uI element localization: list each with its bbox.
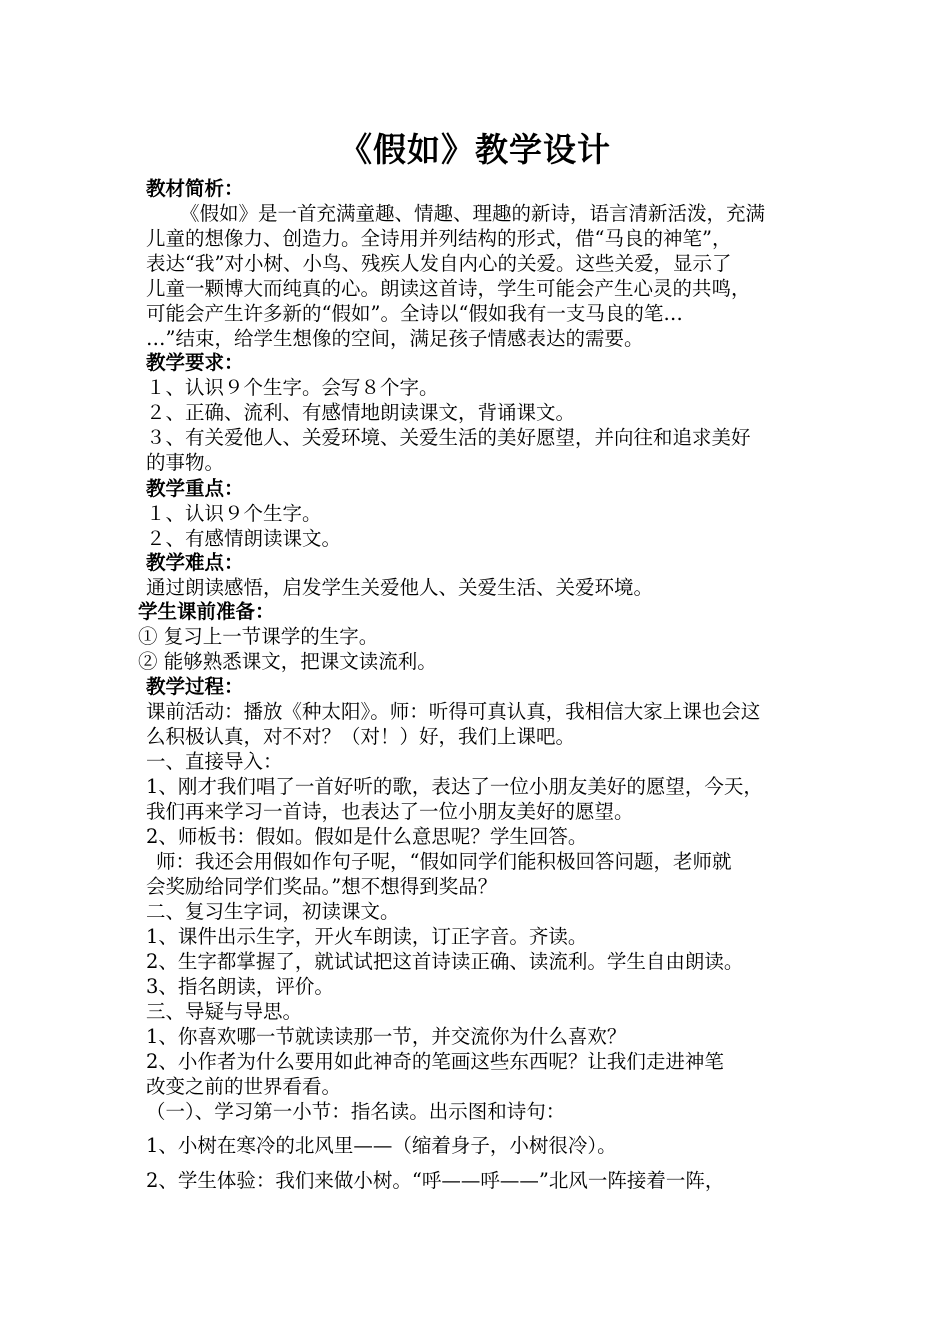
paragraph-line: 《假如》是一首充满童趣、情趣、理趣的新诗，语言清新活泼，充满 bbox=[180, 202, 766, 225]
list-item: ３、有关爱他人、关爱环境、关爱生活的美好愿望，并向往和追求美好 bbox=[146, 426, 751, 449]
paragraph-line: 通过朗读感悟，启发学生关爱他人、关爱生活、关爱环境。 bbox=[146, 576, 654, 599]
paragraph-line: 3、指名朗读，评价。 bbox=[146, 975, 334, 998]
paragraph-line: 师：我还会用假如作句子呢，“假如同学们能积极回答问题，老师就 bbox=[156, 850, 732, 873]
paragraph-line: 2、生字都掌握了，就试试把这首诗读正确、读流利。学生自由朗读。 bbox=[146, 950, 744, 973]
paragraph-line: 我们再来学习一首诗，也表达了一位小朋友美好的愿望。 bbox=[146, 800, 634, 823]
list-item: ② 能够熟悉课文，把课文读流利。 bbox=[138, 650, 437, 673]
paragraph-line: 1、刚才我们唱了一首好听的歌，表达了一位小朋友美好的愿望，今天， bbox=[146, 775, 763, 798]
section-heading-difficulties: 教学难点： bbox=[146, 551, 244, 574]
paragraph-line: 课前活动：播放《种太阳》。师：听得可真认真，我相信大家上课也会这 bbox=[146, 700, 761, 723]
paragraph-line: 会奖励给同学们奖品。”想不想得到奖品？ bbox=[146, 875, 498, 898]
paragraph-line: 2、小作者为什么要用如此神奇的笔画这些东西呢？让我们走进神笔 bbox=[146, 1050, 724, 1073]
paragraph-line: （一）、学习第一小节：指名读。出示图和诗句： bbox=[146, 1100, 566, 1123]
paragraph-line: 儿童一颗博大而纯真的心。朗读这首诗，学生可能会产生心灵的共鸣， bbox=[146, 277, 751, 300]
paragraph-line: 二、复习生字词，初读课文。 bbox=[146, 900, 400, 923]
paragraph-line: 儿童的想像力、创造力。全诗用并列结构的形式，借“马良的神笔”， bbox=[146, 227, 732, 250]
list-item: １、认识９个生字。 bbox=[146, 502, 322, 525]
section-heading-key-points: 教学重点： bbox=[146, 477, 244, 500]
list-item: ① 复习上一节课学的生字。 bbox=[138, 625, 379, 648]
paragraph-line: 表达“我”对小树、小鸟、残疾人发自内心的关爱。这些关爱，显示了 bbox=[146, 252, 732, 275]
section-heading-preparation: 学生课前准备： bbox=[138, 600, 275, 623]
list-item: 的事物。 bbox=[146, 451, 225, 474]
list-item: １、认识９个生字。会写８个字。 bbox=[146, 376, 439, 399]
section-heading-analysis: 教材简析： bbox=[146, 177, 244, 200]
paragraph-line: 一、直接导入： bbox=[146, 750, 283, 773]
list-item: ２、有感情朗读课文。 bbox=[146, 527, 342, 550]
paragraph-line: 2、师板书：假如。假如是什么意思呢？学生回答。 bbox=[146, 825, 588, 848]
page-title: 《假如》教学设计 bbox=[339, 130, 611, 169]
paragraph-line: 改变之前的世界看看。 bbox=[146, 1075, 342, 1098]
paragraph-line: 可能会产生许多新的“假如”。全诗以“假如我有一支马良的笔… bbox=[146, 302, 683, 325]
section-heading-process: 教学过程： bbox=[146, 675, 244, 698]
list-item: ２、正确、流利、有感情地朗读课文，背诵课文。 bbox=[146, 401, 576, 424]
paragraph-line: 三、导疑与导思。 bbox=[146, 1000, 303, 1023]
paragraph-line: 1、小树在寒冷的北风里——（缩着身子，小树很冷）。 bbox=[146, 1134, 617, 1157]
paragraph-line: …”结束，给学生想像的空间，满足孩子情感表达的需要。 bbox=[146, 327, 644, 350]
paragraph-line: 么积极认真，对不对？（对！）好，我们上课吧。 bbox=[146, 725, 576, 748]
paragraph-line: 2、学生体验：我们来做小树。“呼——呼——”北风一阵接着一阵， bbox=[146, 1169, 725, 1192]
paragraph-line: 1、课件出示生字，开火车朗读，订正字音。齐读。 bbox=[146, 925, 588, 948]
paragraph-line: 1、你喜欢哪一节就读读那一节，并交流你为什么喜欢？ bbox=[146, 1025, 627, 1048]
section-heading-requirements: 教学要求： bbox=[146, 351, 244, 374]
